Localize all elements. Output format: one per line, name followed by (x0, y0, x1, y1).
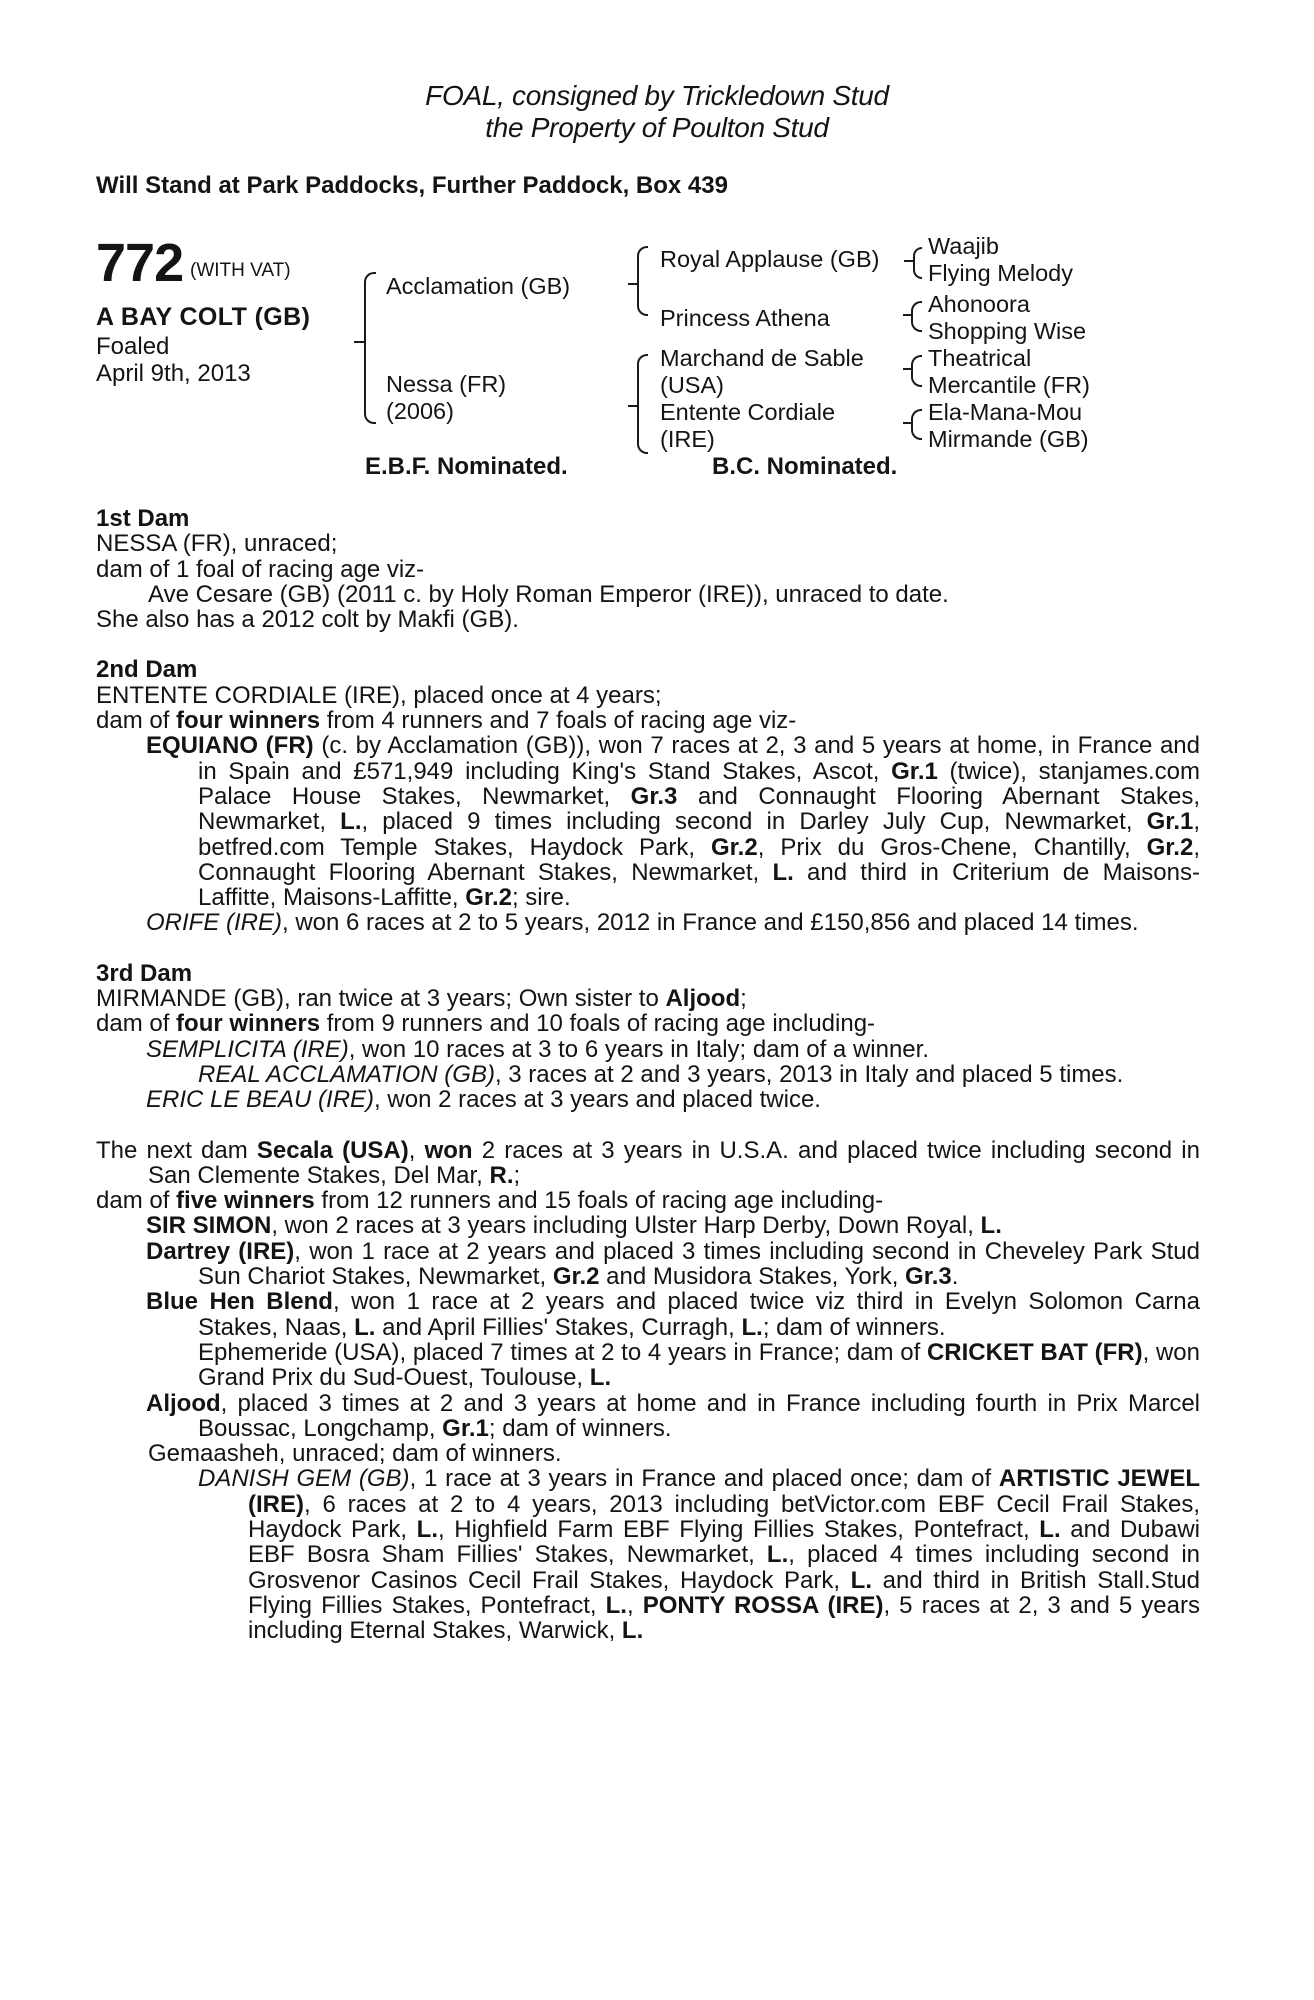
catalogue-body (96, 506, 1200, 1643)
pedigree-dam-year: (2006) (386, 398, 454, 424)
produce-orife: ORIFE (IRE), won 6 races at 2 to 5 years, 2012 in France and £150,856 and placed 14 times. (146, 909, 1139, 937)
produce-gemaasheh: Gemaasheh, unraced; dam of winners. (148, 1440, 562, 1468)
pedigree-sire-sire: Royal Applause (GB) (660, 246, 880, 272)
horse-name: DANISH GEM (GB) (198, 1465, 410, 1493)
pedigree-sire-dam: Princess Athena (660, 305, 830, 331)
third-dam-section (96, 961, 1200, 1113)
first-dam-foal: Ave Cesare (GB) (2011 c. by Holy Roman Emperor (IRE)), unraced to date. (148, 580, 949, 608)
pedigree-g3-3: Ahonoora (928, 291, 1030, 317)
first-dam-section (96, 506, 1200, 632)
horse-name: Dartrey (IRE) (146, 1237, 295, 1265)
horse-name: EQUIANO (FR) (146, 732, 314, 760)
stand-location: Will Stand at Park Paddocks, Further Paddock, Box 439 (96, 172, 728, 199)
pedigree-g3-6: Mercantile (FR) (928, 372, 1090, 398)
third-dam-line: MIRMANDE (GB), ran twice at 3 years; Own sister to Aljood; (96, 985, 747, 1013)
second-dam-line: ENTENTE CORDIALE (IRE), placed once at 4 years; (96, 681, 662, 709)
horse-name: SEMPLICITA (IRE) (146, 1035, 349, 1063)
pedigree-g3-8: Mirmande (GB) (928, 426, 1089, 452)
next-dam-line: The next dam Secala (USA), won 2 races at 3 years in U.S.A. and placed twice including second in San Clemente Stakes, Del Mar, R.; (96, 1136, 1200, 1189)
lot-description: A BAY COLT (GB) (96, 303, 311, 331)
horse-name: SIR SIMON (146, 1212, 272, 1240)
pedigree-dam-sire: Marchand de Sable (660, 345, 864, 371)
lot-number: 772 (96, 233, 184, 293)
vat-note: (WITH VAT) (190, 260, 291, 281)
third-dam-heading: 3rd Dam (96, 959, 193, 987)
pedigree-g3-2: Flying Melody (928, 260, 1073, 286)
produce-eric-le-beau: ERIC LE BEAU (IRE), won 2 races at 3 years and placed twice. (146, 1086, 821, 1114)
first-dam-line: She also has a 2012 colt by Makfi (GB). (96, 606, 519, 634)
ebf-nominated: E.B.F. Nominated. (365, 453, 568, 480)
horse-name: REAL ACCLAMATION (GB) (198, 1060, 495, 1088)
pedigree-dam-dam: Entente Cordiale (660, 399, 836, 425)
horse-name: Blue Hen Blend (146, 1288, 333, 1316)
foaled-date: April 9th, 2013 (96, 360, 251, 387)
first-dam-line: dam of 1 foal of racing age viz- (96, 555, 425, 583)
produce-equiano: EQUIANO (FR) (c. by Acclamation (GB)), won 7 races at 2, 3 and 5 years at home, in France and in Spain and £571,949 including King's Stand Stakes, Ascot, Gr.1 (twice), stanjames.com Palace House Stakes, Newmarket, Gr.3 and Connaught Flooring Abernant Stakes, Newmarket, L., placed 9 times including second in Darley July Cup, Newmarket, Gr.1, betfred.com Temple Stakes, Haydock Park, Gr.2, Prix du Gros-Chene, Chantilly, Gr.2, Connaught Flooring Abernant Stakes, Newmarket, L. and third in Criterium de Maisons-Laffitte, Maisons-Laffitte, Gr.2; sire. (146, 732, 1201, 912)
first-dam-line: NESSA (FR), unraced; (96, 530, 338, 558)
second-dam-heading: 2nd Dam (96, 656, 198, 684)
produce-ephemeride: Ephemeride (USA), placed 7 times at 2 to 4 years in France; dam of CRICKET BAT (FR), won Grand Prix du Sud-Ouest, Toulouse, L. (198, 1338, 1200, 1392)
bc-nominated: B.C. Nominated. (712, 453, 898, 480)
consignor-line: FOAL, consigned by Trickledown Stud (425, 80, 889, 111)
horse-name: ERIC LE BEAU (IRE) (146, 1086, 375, 1114)
second-dam-section (96, 657, 1200, 935)
produce-blue-hen-blend: Blue Hen Blend, won 1 race at 2 years and placed twice viz third in Evelyn Solomon Carna Stakes, Naas, L. and April Fillies' Stakes, Curragh, L.; dam of winners. (146, 1288, 1200, 1341)
pedigree-dam-dam-country: (IRE) (660, 426, 715, 452)
next-dam-produce-summary: dam of five winners from 12 runners and 15 foals of racing age including- (96, 1187, 884, 1215)
second-dam-produce-summary: dam of four winners from 4 runners and 7 foals of racing age viz- (96, 707, 797, 735)
pedigree-dam-sire-country: (USA) (660, 372, 724, 398)
pedigree-g3-7: Ela-Mana-Mou (928, 399, 1083, 425)
horse-name: ORIFE (IRE) (146, 909, 282, 937)
produce-dartrey: Dartrey (IRE), won 1 race at 2 years and placed 3 times including second in Cheveley Park Stud Sun Chariot Stakes, Newmarket, Gr.2 and Musidora Stakes, York, Gr.3. (146, 1237, 1201, 1291)
produce-danish-gem: DANISH GEM (GB), 1 race at 3 years in France and placed once; dam of ARTISTIC JEWEL (IRE), 6 races at 2 to 4 years, 2013 including betVictor.com EBF Cecil Frail Stakes, Haydock Park, L., Highfield Farm EBF Flying Fillies Stakes, Pontefract, L. and Dubawi EBF Bosra Sham Fillies' Stakes, Newmarket, L., placed 4 times including second in Grosvenor Casinos Cecil Frail Stakes, Haydock Park, L. and third in British Stall.Stud Flying Fillies Stakes, Pontefract, L., PONTY ROSSA (IRE), 5 races at 2, 3 and 5 years including Eternal Stakes, Warwick, L. (198, 1465, 1200, 1645)
produce-sir-simon: SIR SIMON, won 2 races at 3 years including Ulster Harp Derby, Down Royal, L. (146, 1212, 1002, 1240)
produce-aljood: Aljood, placed 3 times at 2 and 3 years at home and in France including fourth in Prix Marcel Boussac, Longchamp, Gr.1; dam of winners. (146, 1389, 1200, 1442)
foaled-label: Foaled (96, 333, 170, 360)
third-dam-produce-summary: dam of four winners from 9 runners and 10 foals of racing age including- (96, 1010, 876, 1038)
produce-real-acclamation: REAL ACCLAMATION (GB), 3 races at 2 and 3 years, 2013 in Italy and placed 5 times. (198, 1060, 1124, 1088)
next-dam-section (96, 1138, 1200, 1644)
horse-name: Aljood (146, 1389, 221, 1417)
pedigree-sire: Acclamation (GB) (386, 273, 571, 299)
produce-semplicita: SEMPLICITA (IRE), won 10 races at 3 to 6 years in Italy; dam of a winner. (146, 1035, 929, 1063)
pedigree-dam: Nessa (FR) (386, 371, 507, 397)
pedigree-g3-1: Waajib (928, 233, 999, 259)
property-line: the Property of Poulton Stud (485, 112, 829, 143)
first-dam-heading: 1st Dam (96, 505, 190, 532)
pedigree-g3-5: Theatrical (928, 345, 1032, 371)
pedigree-g3-4: Shopping Wise (928, 318, 1087, 344)
